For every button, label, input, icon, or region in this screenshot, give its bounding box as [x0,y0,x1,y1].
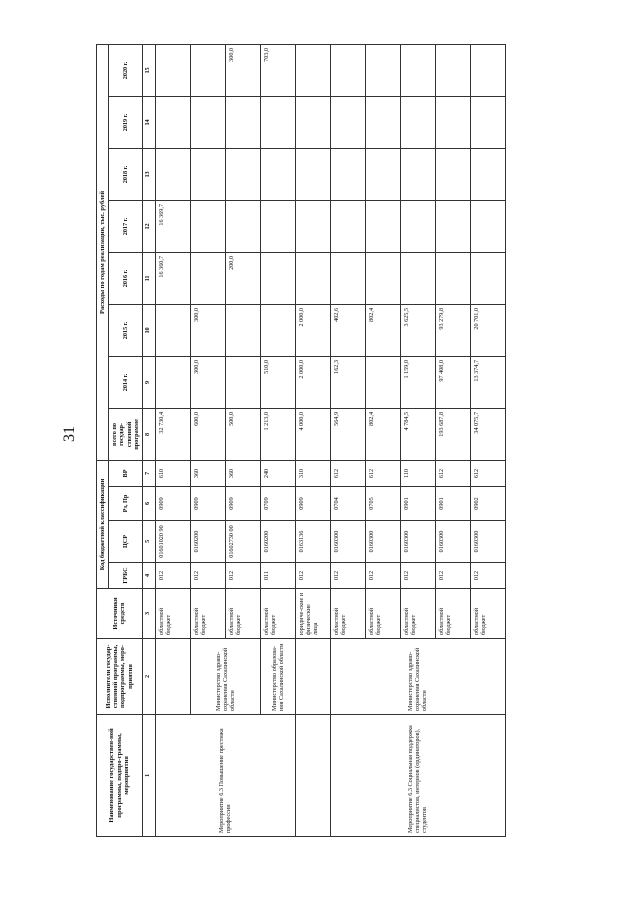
cell-grbs: 012 [330,563,365,589]
cell-y2015 [225,304,260,356]
column-number-row [142,44,155,836]
header-year: 2015 г. [109,304,143,356]
cell-y2015: 93 279,8 [435,304,470,356]
table-row [330,44,365,836]
cell-grbs: 012 [435,563,470,589]
column-number: 7 [142,460,155,486]
cell-csr: 0160200 [190,521,225,563]
cell-y2019 [225,96,260,148]
cell-y2018 [155,148,190,200]
cell-y2016 [190,252,225,304]
cell-y2016 [330,252,365,304]
cell-y2014: 2 000,0 [295,356,330,408]
cell-y2018 [400,148,435,200]
column-number: 8 [142,408,155,460]
cell-y2016 [365,252,400,304]
cell-y2018 [225,148,260,200]
cell-rzpr: 0909 [295,487,330,521]
cell-y2017 [330,200,365,252]
name-cell [295,715,330,837]
header-total: всего по государ-ственной программе [109,408,143,460]
executor-cell: Министерство здраво-охранения Сахалинской области [190,639,260,715]
header-executor: Исполнители государ-ственной программы, подпрограммы, меро-приятия [97,639,143,715]
header-code-group: Код бюджетной классификации [97,460,109,588]
header-year: 2014 г. [109,356,143,408]
cell-y2017 [435,200,470,252]
cell-source: областной бюджет [400,589,435,639]
cell-y2020 [365,44,400,96]
header-grbs: ГРБС [109,563,143,589]
cell-vr: 612 [470,460,505,486]
header-year: 2016 г. [109,252,143,304]
cell-y2014: 13 374,7 [470,356,505,408]
cell-y2020 [435,44,470,96]
column-number: 6 [142,487,155,521]
cell-y2016: 16 360,7 [155,252,190,304]
cell-total: 1 213,0 [260,408,295,460]
cell-vr: 360 [225,460,260,486]
executor-cell: Министерство здраво-охранения Сахалинской области [330,639,505,715]
cell-y2019 [365,96,400,148]
cell-y2018 [260,148,295,200]
cell-y2020: 703,0 [260,44,295,96]
cell-y2014 [365,356,400,408]
cell-rzpr: 0901 [400,487,435,521]
budget-table [96,44,506,837]
cell-y2014 [225,356,260,408]
cell-grbs: 012 [470,563,505,589]
cell-y2016: 200,0 [225,252,260,304]
cell-y2015: 3 625,5 [400,304,435,356]
column-number: 4 [142,563,155,589]
cell-grbs: 012 [190,563,225,589]
cell-y2016 [400,252,435,304]
column-number: 2 [142,639,155,715]
cell-y2016 [470,252,505,304]
cell-vr: 612 [365,460,400,486]
cell-rzpr: 0902 [470,487,505,521]
cell-source: областной бюджет [225,589,260,639]
cell-y2016 [260,252,295,304]
cell-y2017 [225,200,260,252]
cell-total: 600,0 [190,408,225,460]
executor-cell: Министерство образова-ния Сахалинской области [260,639,295,715]
header-year: 2018 г. [109,148,143,200]
cell-y2020 [400,44,435,96]
cell-y2014: 1 159,0 [400,356,435,408]
column-number: 12 [142,200,155,252]
column-number: 15 [142,44,155,96]
executor-cell [295,639,330,715]
cell-y2020 [155,44,190,96]
cell-source: областной бюджет [365,589,400,639]
header-expenses-group: Расходы по годам реализации, тыс. рублей [97,44,109,460]
cell-vr: 612 [330,460,365,486]
cell-y2015 [260,304,295,356]
cell-y2017 [470,200,505,252]
cell-y2015: 20 701,0 [470,304,505,356]
cell-total: 32 730,4 [155,408,190,460]
cell-y2019 [435,96,470,148]
cell-total: 34 075,7 [470,408,505,460]
cell-source: областной бюджет [190,589,225,639]
cell-rzpr: 0901 [435,487,470,521]
header-name: Наименование государствен-ной программы, подпро-граммы, мероприятия [97,715,143,837]
cell-grbs: 012 [400,563,435,589]
cell-y2017 [400,200,435,252]
cell-grbs: 012 [365,563,400,589]
cell-source: областной бюджет [470,589,505,639]
cell-y2014: 510,0 [260,356,295,408]
cell-y2015: 802,4 [365,304,400,356]
cell-total: 802,4 [365,408,400,460]
cell-y2018 [435,148,470,200]
cell-source: юридиче-ские и физические лица [295,589,330,639]
header-rzpr: Рз, Пр [109,487,143,521]
cell-y2016 [435,252,470,304]
cell-grbs: 012 [295,563,330,589]
column-number: 13 [142,148,155,200]
cell-y2015: 300,0 [190,304,225,356]
cell-csr: 0160300 [400,521,435,563]
cell-csr: 0163136 [295,521,330,563]
cell-grbs: 012 [155,563,190,589]
cell-vr: 240 [260,460,295,486]
page-number: 31 [61,426,78,442]
cell-y2018 [365,148,400,200]
cell-source: областной бюджет [260,589,295,639]
cell-csr: 0160300 [435,521,470,563]
cell-y2020 [470,44,505,96]
cell-rzpr: 0704 [330,487,365,521]
cell-y2015: 2 000,0 [295,304,330,356]
cell-csr: 01601020 90 [155,521,190,563]
cell-y2017 [260,200,295,252]
cell-vr: 310 [295,460,330,486]
table-row [155,44,190,836]
cell-y2014: 162,3 [330,356,365,408]
cell-y2019 [330,96,365,148]
cell-y2015: 402,6 [330,304,365,356]
cell-y2017 [295,200,330,252]
cell-y2020: 300,0 [225,44,260,96]
cell-source: областной бюджет [155,589,190,639]
cell-y2017 [190,200,225,252]
cell-vr: 612 [435,460,470,486]
cell-rzpr: 0705 [365,487,400,521]
column-number: 5 [142,521,155,563]
header-csr: ЦСР [109,521,143,563]
cell-y2020 [330,44,365,96]
cell-y2020 [190,44,225,96]
cell-y2014 [155,356,190,408]
cell-y2019 [295,96,330,148]
column-number: 14 [142,96,155,148]
cell-y2019 [470,96,505,148]
cell-y2017 [365,200,400,252]
measure-name: Мероприятие 6.3 Повышение престижа профессии [155,715,295,837]
cell-total: 500,0 [225,408,260,460]
cell-source: областной бюджет [330,589,365,639]
cell-y2017: 16 369,7 [155,200,190,252]
cell-rzpr: 0909 [155,487,190,521]
cell-csr: 0160300 [470,521,505,563]
column-number: 3 [142,589,155,639]
header-year: 2020 г. [109,44,143,96]
cell-vr: 610 [155,460,190,486]
column-number: 11 [142,252,155,304]
column-number: 1 [142,715,155,837]
cell-y2014: 300,0 [190,356,225,408]
cell-total: 4 000,0 [295,408,330,460]
column-number: 9 [142,356,155,408]
cell-vr: 110 [400,460,435,486]
cell-y2019 [190,96,225,148]
cell-csr: 0160300 [330,521,365,563]
header-source: Источники средств [97,589,143,639]
header-year: 2017 г. [109,200,143,252]
cell-y2016 [295,252,330,304]
header-year: 2019 г. [109,96,143,148]
cell-y2018 [330,148,365,200]
cell-y2018 [190,148,225,200]
column-number: 10 [142,304,155,356]
cell-csr: 0160300 [365,521,400,563]
cell-csr: 01602730 00 [225,521,260,563]
cell-grbs: 011 [260,563,295,589]
table-row [295,44,330,836]
cell-y2015 [155,304,190,356]
measure-name: Мероприятие 6.3 Социальная поддержка специалистов, интернов (ординаторов), студентов [330,715,505,837]
cell-total: 564,9 [330,408,365,460]
cell-vr: 360 [190,460,225,486]
cell-total: 4 784,5 [400,408,435,460]
cell-total: 193 687,8 [435,408,470,460]
header-vr: ВР [109,460,143,486]
cell-rzpr: 0909 [225,487,260,521]
cell-y2020 [295,44,330,96]
cell-grbs: 012 [225,563,260,589]
cell-y2019 [400,96,435,148]
cell-csr: 0160200 [260,521,295,563]
cell-rzpr: 0709 [260,487,295,521]
cell-y2018 [470,148,505,200]
cell-y2019 [155,96,190,148]
executor-cell [155,639,190,715]
cell-rzpr: 0909 [190,487,225,521]
cell-source: областной бюджет [435,589,470,639]
budget-table-sheet [96,45,592,837]
cell-y2018 [295,148,330,200]
cell-y2014: 97 408,0 [435,356,470,408]
cell-y2019 [260,96,295,148]
